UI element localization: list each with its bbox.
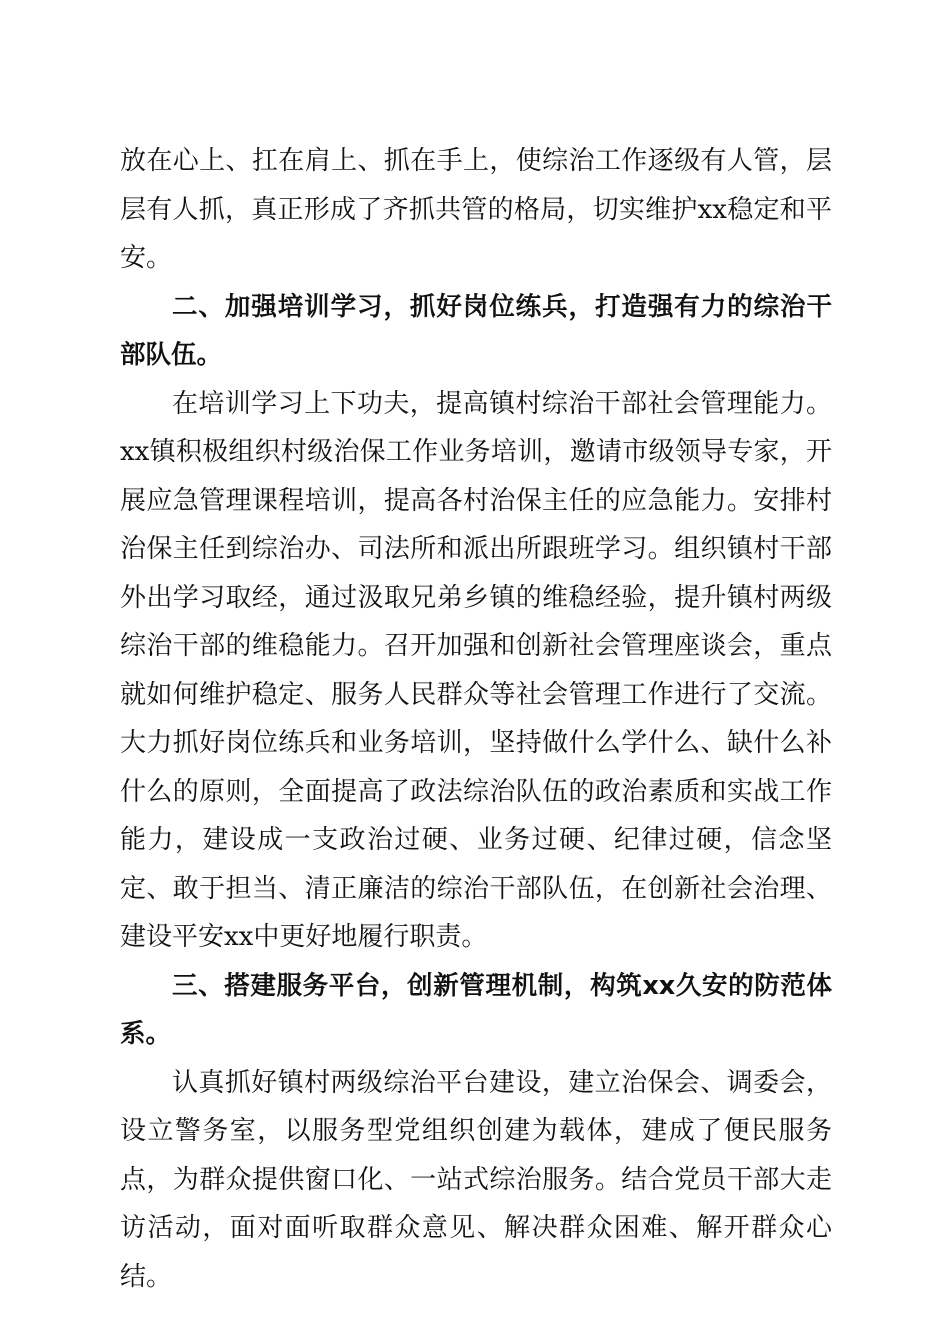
- paragraph-service-platform: 认真抓好镇村两级综治平台建设，建立治保会、调委会，设立警务室，以服务型党组织创建为载体，建成了便民服务点，为群众提供窗口化、一站式综治服务。结合党员干部大走访活动，面对面听取群众意见、解决群众困难、解开群众心结。: [120, 1067, 832, 1292]
- document-body: [120, 137, 832, 1301]
- paragraph-continuation: 放在心上、扛在肩上、抓在手上，使综治工作逐级有人管，层层有人抓，真正形成了齐抓共管的格局，切实维护xx稳定和平安。: [120, 146, 832, 273]
- section-heading-3: 三、搭建服务平台，创新管理机制，构筑xx久安的防范体系。: [120, 970, 832, 1049]
- section-heading-2: 二、加强培训学习，抓好岗位练兵，打造强有力的综治干部队伍。: [120, 291, 832, 370]
- paragraph-training: 在培训学习上下功夫，提高镇村综治干部社会管理能力。xx镇积极组织村级治保工作业务培训，邀请市级领导专家，开展应急管理课程培训，提高各村治保主任的应急能力。安排村治保主任到综治办、司法所和派出所跟班学习。组织镇村干部外出学习取经，通过汲取兄弟乡镇的维稳经验，提升镇村两级综治干部的维稳能力。召开加强和创新社会管理座谈会，重点就如何维护稳定、服务人民群众等社会管理工作进行了交流。大力抓好岗位练兵和业务培训，坚持做什么学什么、缺什么补什么的原则，全面提高了政法综治队伍的政治素质和实战工作能力，建设成一支政治过硬、业务过硬、纪律过硬，信念坚定、敢于担当、清正廉洁的综治干部队伍，在创新社会治理、建设平安xx中更好地履行职责。: [120, 388, 832, 952]
